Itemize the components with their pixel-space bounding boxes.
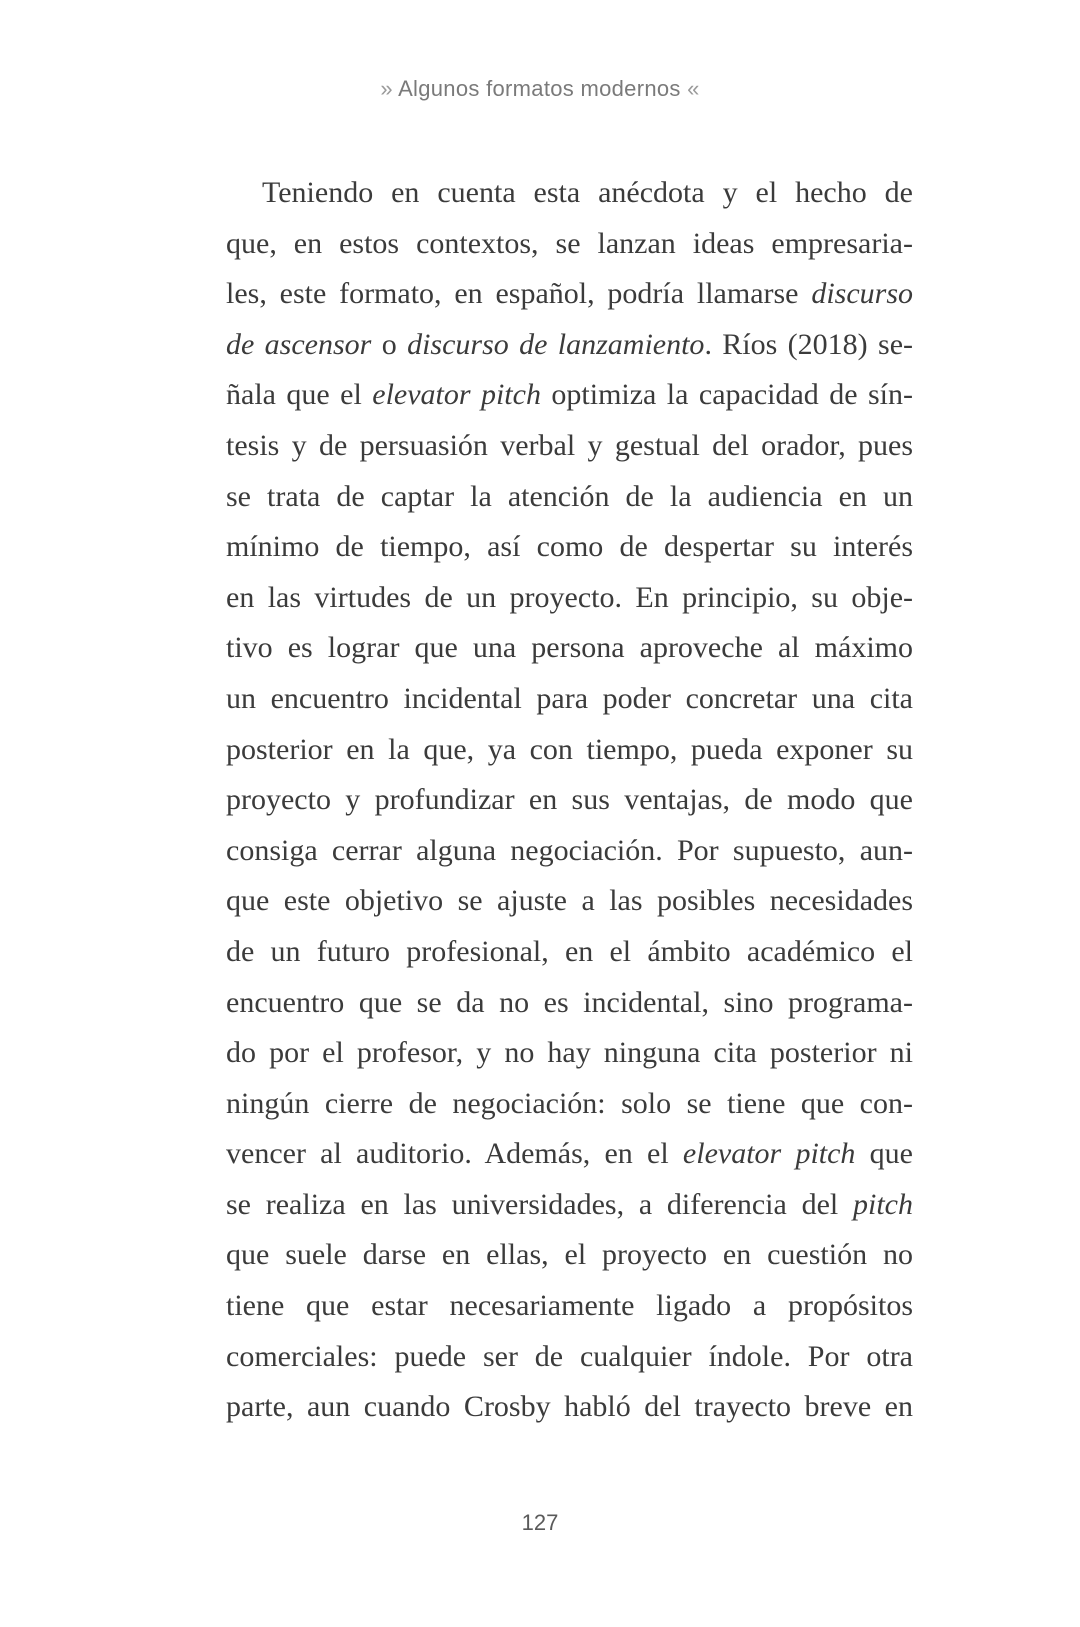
italic-term: discurso de lanzamiento [407, 327, 705, 361]
running-head-close-mark: « [687, 76, 700, 101]
text-line: de ascensor o discurso de lanzamiento. Ríos (2018) se- [226, 327, 913, 361]
text-line: que este objetivo se ajuste a las posibles necesidades [226, 884, 913, 918]
text-line: proyecto y profundizar en sus ventajas, de modo que [226, 783, 913, 817]
running-head-open-mark: » [380, 76, 393, 101]
text-line: en las virtudes de un proyecto. En principio, su obje- [226, 580, 913, 614]
text-line: un encuentro incidental para poder concretar una cita [226, 681, 913, 715]
text-line: vencer al auditorio. Además, en el elevator pitch que [226, 1137, 913, 1171]
text-line: mínimo de tiempo, así como de despertar su interés [226, 530, 913, 564]
text-line: se realiza en las universidades, a diferencia del pitch [226, 1187, 913, 1221]
text-line: do por el profesor, y no hay ninguna cita posterior ni [226, 1036, 913, 1070]
text-line: que suele darse en ellas, el proyecto en cuestión no [226, 1238, 913, 1272]
text-line: ningún cierre de negociación: solo se tiene que con- [226, 1086, 913, 1120]
italic-term: elevator pitch [682, 1137, 856, 1171]
text-line: tivo es lograr que una persona aproveche al máximo [226, 631, 913, 665]
page-number: 127 [521, 1510, 559, 1535]
text-line: tiene que estar necesariamente ligado a propósitos [226, 1289, 913, 1323]
text-line: encuentro que se da no es incidental, sino programa- [226, 985, 913, 1019]
text-line: ñala que el elevator pitch optimiza la capacidad de sín- [226, 378, 913, 412]
running-head [0, 76, 1080, 102]
text-line: posterior en la que, ya con tiempo, pueda exponer su [226, 732, 913, 766]
body-paragraph [226, 168, 913, 1433]
italic-term: discurso [811, 277, 913, 311]
text-line: de un futuro profesional, en el ámbito académico el [226, 934, 913, 968]
text-line: tesis y de persuasión verbal y gestual del orador, pues [226, 428, 913, 462]
text-line: se trata de captar la atención de la audiencia en un [226, 479, 913, 513]
text-line: parte, aun cuando Crosby habló del trayecto breve en [226, 1390, 913, 1424]
italic-term: de ascensor [226, 327, 372, 361]
text-line: consiga cerrar alguna negociación. Por supuesto, aun- [226, 833, 913, 867]
running-head-title: Algunos formatos modernos [398, 76, 681, 101]
italic-term: elevator pitch [372, 378, 541, 412]
italic-term: pitch [853, 1187, 913, 1221]
text-line: comerciales: puede ser de cualquier índole. Por otra [226, 1339, 913, 1373]
text-line: que, en estos contextos, se lanzan ideas empresaria- [226, 226, 913, 260]
text-line: Teniendo en cuenta esta anécdota y el hecho de [262, 176, 913, 209]
text-line: les, este formato, en español, podría llamarse discurso [226, 277, 913, 311]
